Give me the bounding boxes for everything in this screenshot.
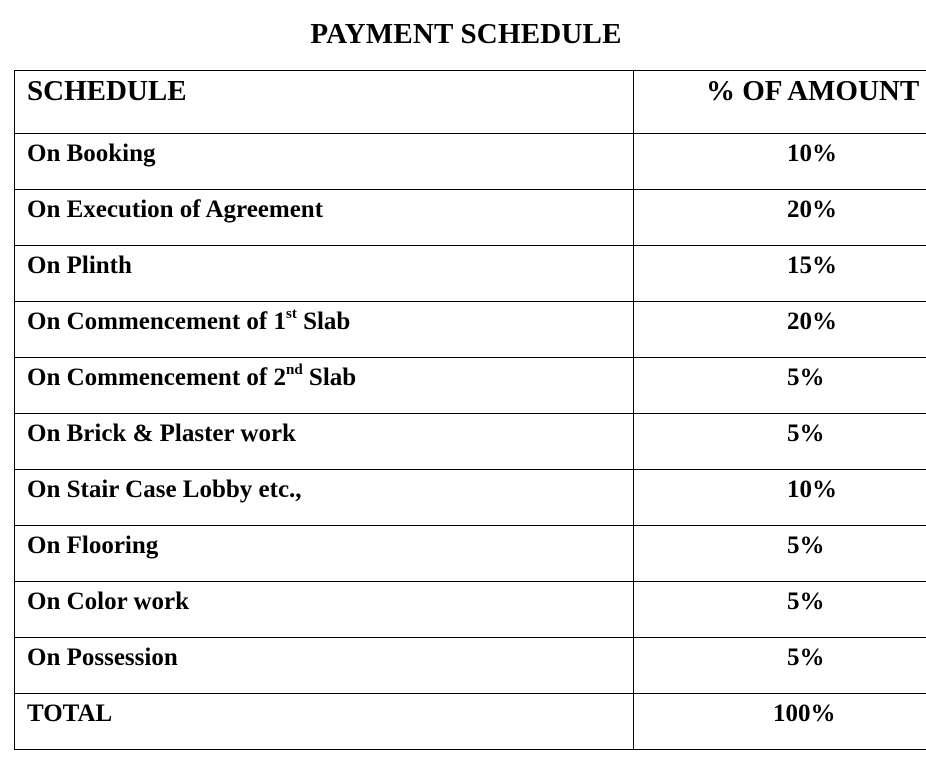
schedule-label: On Execution of Agreement xyxy=(27,196,324,223)
schedule-label: On Plinth xyxy=(27,252,132,279)
ordinal-suffix: nd xyxy=(285,362,303,378)
table-row xyxy=(15,526,926,582)
schedule-label-prefix: On Commencement of 1 xyxy=(27,308,286,335)
schedule-label: On Booking xyxy=(27,140,156,167)
schedule-cell xyxy=(15,526,634,582)
table-row xyxy=(15,414,926,470)
schedule-label xyxy=(15,358,633,390)
table-row xyxy=(15,358,926,414)
schedule-label xyxy=(15,302,633,334)
amount-cell xyxy=(634,470,926,526)
table-row xyxy=(15,638,926,694)
schedule-cell xyxy=(15,638,634,694)
total-amount-value: 100% xyxy=(773,700,836,727)
ordinal-suffix: st xyxy=(285,306,297,322)
table-row xyxy=(15,470,926,526)
table-row xyxy=(15,190,926,246)
schedule-label-suffix: Slab xyxy=(296,308,351,335)
total-label-cell xyxy=(15,694,634,750)
schedule-cell xyxy=(15,470,634,526)
schedule-label: On Stair Case Lobby etc., xyxy=(27,476,302,503)
schedule-label: On Brick & Plaster work xyxy=(27,420,296,447)
schedule-cell xyxy=(15,190,634,246)
schedule-label: On Color work xyxy=(27,588,190,615)
amount-cell xyxy=(634,134,926,190)
amount-cell xyxy=(634,302,926,358)
table-total-row xyxy=(15,694,926,750)
amount-value: 5% xyxy=(787,588,825,615)
amount-cell xyxy=(634,246,926,302)
schedule-cell xyxy=(15,582,634,638)
amount-cell xyxy=(634,582,926,638)
page-title: PAYMENT SCHEDULE xyxy=(310,18,622,50)
amount-value: 5% xyxy=(787,364,825,391)
amount-value: 20% xyxy=(787,196,837,223)
schedule-cell xyxy=(15,134,634,190)
table-row xyxy=(15,582,926,638)
header-cell-schedule xyxy=(15,71,634,134)
header-amount-label: % OF AMOUNT xyxy=(706,75,920,107)
schedule-cell xyxy=(15,302,634,358)
amount-value: 5% xyxy=(787,532,825,559)
amount-value: 10% xyxy=(787,140,837,167)
schedule-cell xyxy=(15,358,634,414)
table-row xyxy=(15,246,926,302)
schedule-label: On Flooring xyxy=(27,532,159,559)
amount-cell xyxy=(634,414,926,470)
amount-cell xyxy=(634,526,926,582)
total-amount-cell xyxy=(634,694,926,750)
amount-cell xyxy=(634,638,926,694)
schedule-label-suffix: Slab xyxy=(302,364,357,391)
amount-value: 15% xyxy=(787,252,837,279)
amount-cell xyxy=(634,190,926,246)
schedule-cell xyxy=(15,246,634,302)
table-row xyxy=(15,134,926,190)
table-header-row xyxy=(15,71,926,134)
table-row xyxy=(15,302,926,358)
amount-value: 5% xyxy=(787,420,825,447)
amount-value: 10% xyxy=(787,476,837,503)
total-label: TOTAL xyxy=(27,700,113,727)
header-cell-amount xyxy=(634,71,926,134)
header-schedule-label: SCHEDULE xyxy=(27,75,187,107)
payment-schedule-table xyxy=(14,70,926,750)
schedule-label-prefix: On Commencement of 2 xyxy=(27,364,286,391)
amount-value: 5% xyxy=(787,644,825,671)
schedule-label: On Possession xyxy=(27,644,178,671)
amount-cell xyxy=(634,358,926,414)
schedule-cell xyxy=(15,414,634,470)
amount-value: 20% xyxy=(787,308,837,335)
